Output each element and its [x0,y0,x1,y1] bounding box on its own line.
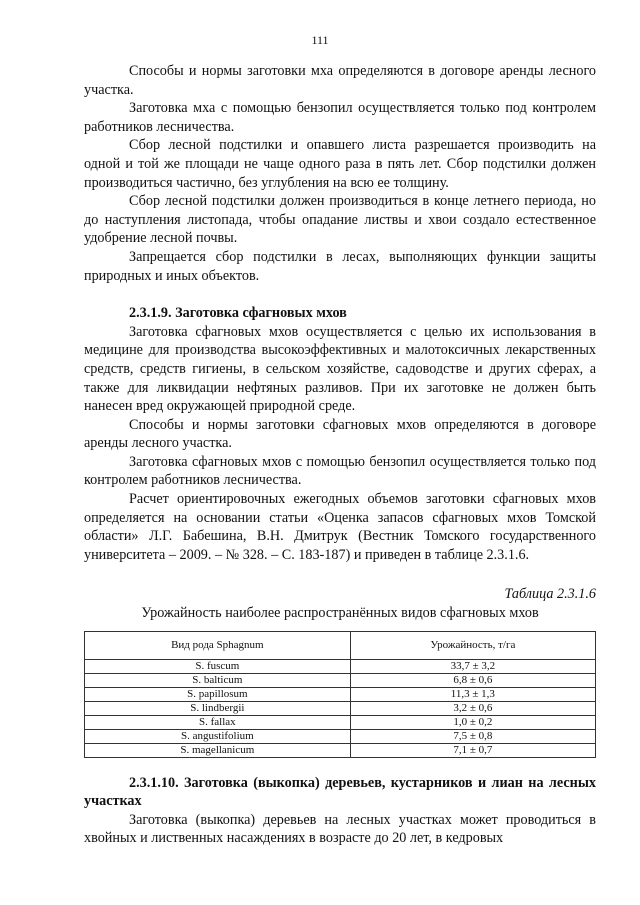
column-header-species: Вид рода Sphagnum [85,631,351,659]
species-cell: S. fallax [85,715,351,729]
table-row [85,701,596,715]
species-cell: S. magellanicum [85,743,351,757]
spacer [84,285,596,304]
table-row [85,673,596,687]
paragraph: Заготовка (выкопка) деревьев на лесных участках может проводиться в хвойных и лиственных насаждениях в возрасте до 20 лет, в кедровых [84,811,596,847]
paragraph: Сбор лесной подстилки и опавшего листа разрешается производить на одной и той же площади не чаще одного раза в пять лет. Сбор подстилки должен производиться частично, без углубления на всю ее толщину. [84,137,596,191]
yield-cell: 11,3 ± 1,3 [350,687,595,701]
paragraph: Расчет ориентировочных ежегодных объемов заготовки сфагновых мхов определяется на основании статьи «Оценка запасов сфагновых мхов Томской области» Л.Г. Бабешина, В.Н. Дмитрук (Вестник Томского государственного университета – 2009. – № 328. – С. 183-187) и приведен в таблице 2.3.1.6. [84,491,596,563]
paragraph: Запрещается сбор подстилки в лесах, выполняющих функции защиты природных и иных объектов. [84,248,596,284]
yield-table [84,631,596,758]
yield-cell: 7,1 ± 0,7 [350,743,595,757]
section-heading: 2.3.1.9. Заготовка сфагновых мхов [129,305,347,322]
table-row [85,729,596,743]
table-title: Урожайность наиболее распространённых видов сфагновых мхов [141,605,539,622]
species-cell: S. fuscum [85,659,351,673]
page-number: 111 [311,33,329,47]
table-header-row [85,631,596,659]
section-heading: 2.3.1.10. Заготовка (выкопка) деревьев, кустарников и лиан на лесных участках [84,774,596,810]
yield-cell: 1,0 ± 0,2 [350,715,595,729]
table-row [85,715,596,729]
column-header-yield: Урожайность, т/га [350,631,595,659]
table-caption: Таблица 2.3.1.6 [504,586,596,603]
species-cell: S. angustifolium [85,729,351,743]
table-row [85,687,596,701]
paragraph: Заготовка мха с помощью бензопил осуществляется только под контролем работников лесничества. [84,100,596,135]
table-row [85,743,596,757]
yield-cell: 33,7 ± 3,2 [350,659,595,673]
yield-cell: 6,8 ± 0,6 [350,673,595,687]
species-cell: S. balticum [85,673,351,687]
paragraph: Способы и нормы заготовки мха определяются в договоре аренды лесного участка. [84,63,596,98]
spacer [84,758,596,774]
table-row [85,659,596,673]
paragraph: Способы и нормы заготовки сфагновых мхов определяются в договоре аренды лесного участка. [84,416,596,452]
species-cell: S. papillosum [85,687,351,701]
paragraph: Заготовка сфагновых мхов осуществляется с целью их использования в медицине для производства высокоэффективных и малотоксичных лекарственных средств, средств гигиены, в сельском хозяйстве, садоводстве и других сферах, а также для ликвидации нефтяных разливов. При их заготовке не должен быть нанесен вред окружающей природной среде. [84,323,596,415]
spacer [84,564,596,583]
yield-cell: 7,5 ± 0,8 [350,729,595,743]
paragraph: Сбор лесной подстилки должен производиться в конце летнего периода, но до наступления листопада, чтобы опадание листвы и хвои создало естественное удобрение лесной почвы. [84,193,596,247]
document-body [84,62,596,848]
paragraph: Заготовка сфагновых мхов с помощью бензопил осуществляется только под контролем работников лесничества. [84,453,596,489]
yield-cell: 3,2 ± 0,6 [350,701,595,715]
species-cell: S. lindbergii [85,701,351,715]
